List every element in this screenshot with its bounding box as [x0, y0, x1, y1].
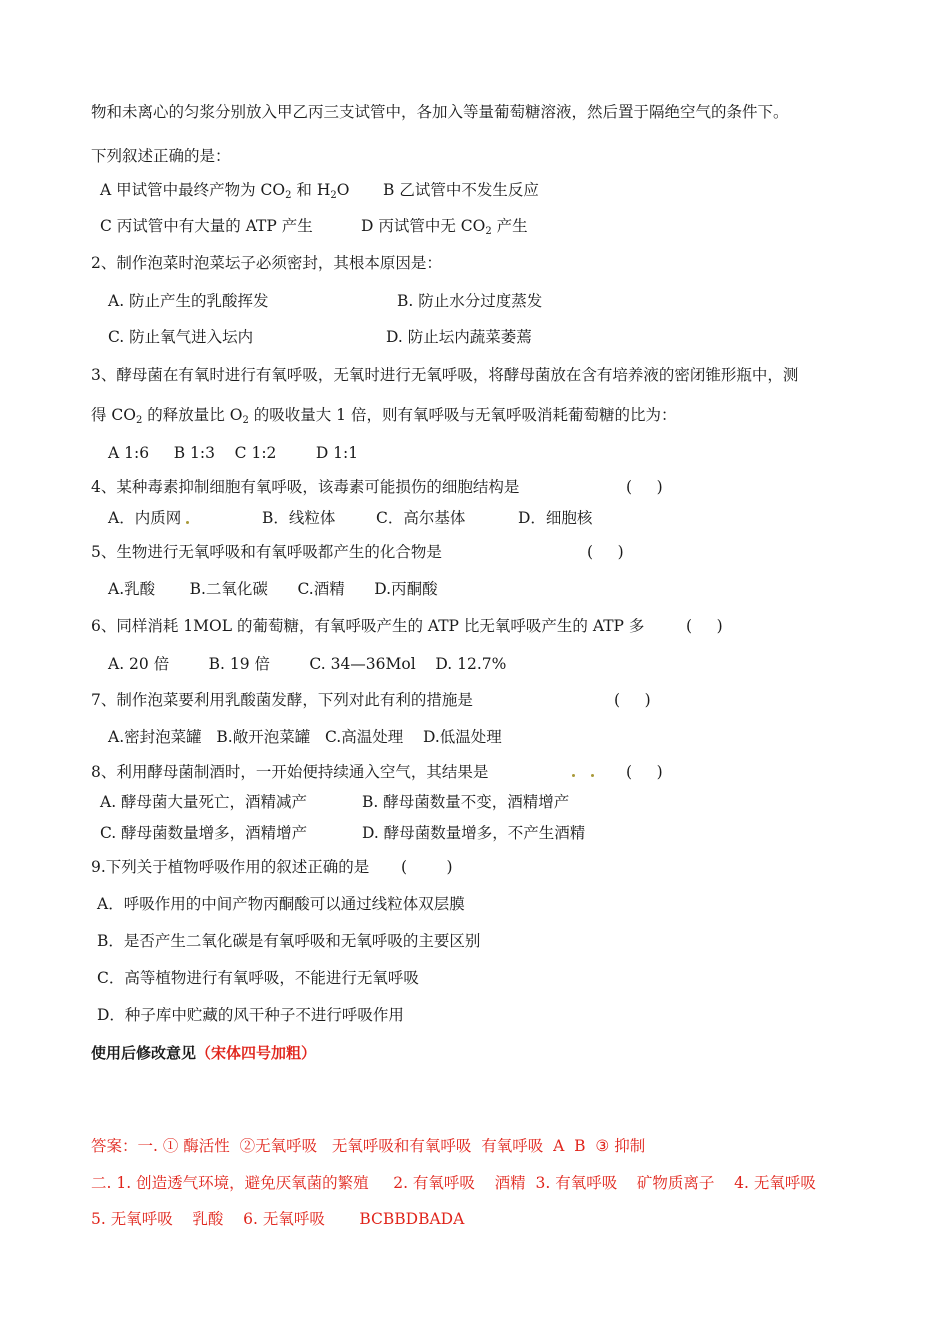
answers-line3: 5. 无氧呼吸 乳酸 6. 无氧呼吸 BCBBDBADA	[91, 1210, 465, 1228]
q4-option-a: A．内质网	[108, 509, 182, 527]
q2-option-a: A. 防止产生的乳酸挥发	[108, 292, 269, 310]
q1-line2: 下列叙述正确的是：	[91, 147, 231, 165]
feedback-note: （宋体四号加粗）	[196, 1044, 317, 1062]
q8-option-d: D. 酵母菌数量增多，不产生酒精	[362, 824, 586, 842]
q3-options: A 1:6 B 1:3 C 1:2 D 1:1	[108, 444, 359, 462]
q7-options: A.密封泡菜罐 B.敞开泡菜罐 C.高温处理 D.低温处理	[108, 728, 502, 746]
q4-option-c: C．高尔基体	[376, 509, 466, 527]
q1-option-c: C 丙试管中有大量的 ATP 产生	[100, 217, 313, 235]
q5-options: A.乳酸 B.二氧化碳 C.酒精 D.丙酮酸	[108, 580, 438, 598]
q9-answer-paren: ( )	[401, 858, 453, 876]
q8-option-b: B. 酵母菌数量不变，酒精增产	[362, 793, 570, 811]
q3-line1: 3、酵母菌在有氧时进行有氧呼吸，无氧时进行无氧呼吸，将酵母菌放在含有培养液的密闭锥形瓶中，测	[91, 366, 799, 384]
q5-stem: 5、生物进行无氧呼吸和有氧呼吸都产生的化合物是	[91, 543, 442, 561]
q1-option-d: D 丙试管中无 $CO_2$ 产生	[361, 217, 528, 237]
q1-option-b: B 乙试管中不发生反应	[383, 181, 539, 199]
q1-option-a: A 甲试管中最终产物为 $CO_2$ 和 $H_2O$	[100, 181, 350, 201]
q3-line2: 得 $CO_2$ 的释放量比 $O_2$ 的吸收量大 1 倍，则有氧呼吸与无氧呼吸消耗葡萄糖的比为：	[91, 406, 677, 426]
q2-option-c: C. 防止氧气进入坛内	[108, 328, 254, 346]
q7-answer-paren: ( )	[614, 691, 651, 709]
q7-stem: 7、制作泡菜要利用乳酸菌发酵，下列对此有利的措施是	[91, 691, 473, 709]
feedback-heading	[91, 1043, 316, 1063]
q6-options: A. 20 倍 B. 19 倍 C. 34—36Mol D. 12.7%	[108, 655, 507, 673]
q4-answer-paren: ( )	[626, 478, 663, 496]
q9-option-d: D．种子库中贮藏的风干种子不进行呼吸作用	[97, 1006, 404, 1024]
q4-option-d: D．细胞核	[518, 509, 593, 527]
answers-line1: 答案：一. ① 酶活性 ②无氧呼吸 无氧呼吸和有氧呼吸 有氧呼吸 A B ③ 抑制	[91, 1137, 646, 1155]
answers-line2: 二. 1. 创造透气环境，避免厌氧菌的繁殖 2. 有氧呼吸 酒精 3. 有氧呼吸 矿物质离子 4. 无氧呼吸	[91, 1174, 816, 1192]
q6-stem: 6、同样消耗 1MOL 的葡萄糖，有氧呼吸产生的 ATP 比无氧呼吸产生的 ATP 多	[91, 617, 645, 635]
q4-option-b: B．线粒体	[262, 509, 336, 527]
q8-answer-paren: ( )	[626, 763, 663, 781]
stray-dot	[186, 521, 189, 524]
q2-stem: 2、制作泡菜时泡菜坛子必须密封，其根本原因是：	[91, 254, 442, 272]
q8-option-a: A. 酵母菌大量死亡，酒精减产	[100, 793, 308, 811]
q4-stem: 4、某种毒素抑制细胞有氧呼吸，该毒素可能损伤的细胞结构是	[91, 478, 520, 496]
stray-dot	[572, 774, 575, 777]
stray-dot	[591, 774, 594, 777]
q8-option-c: C. 酵母菌数量增多，酒精增产	[100, 824, 308, 842]
q5-answer-paren: ( )	[587, 543, 624, 561]
q9-option-c: C．高等植物进行有氧呼吸，不能进行无氧呼吸	[97, 969, 419, 987]
q9-option-b: B．是否产生二氧化碳是有氧呼吸和无氧呼吸的主要区别	[97, 932, 481, 950]
q2-option-d: D. 防止坛内蔬菜萎蔫	[386, 328, 532, 346]
q2-option-b: B. 防止水分过度蒸发	[397, 292, 543, 310]
feedback-label: 使用后修改意见	[91, 1044, 197, 1062]
q8-stem: 8、利用酵母菌制酒时，一开始便持续通入空气，其结果是	[91, 763, 489, 781]
q6-answer-paren: ( )	[686, 617, 723, 635]
q9-option-a: A．呼吸作用的中间产物丙酮酸可以通过线粒体双层膜	[97, 895, 465, 913]
q9-stem: 9.下列关于植物呼吸作用的叙述正确的是	[91, 858, 370, 876]
q1-line1: 物和未离心的匀浆分别放入甲乙丙三支试管中，各加入等量葡萄糖溶液，然后置于隔绝空气的条件下。	[91, 103, 789, 121]
